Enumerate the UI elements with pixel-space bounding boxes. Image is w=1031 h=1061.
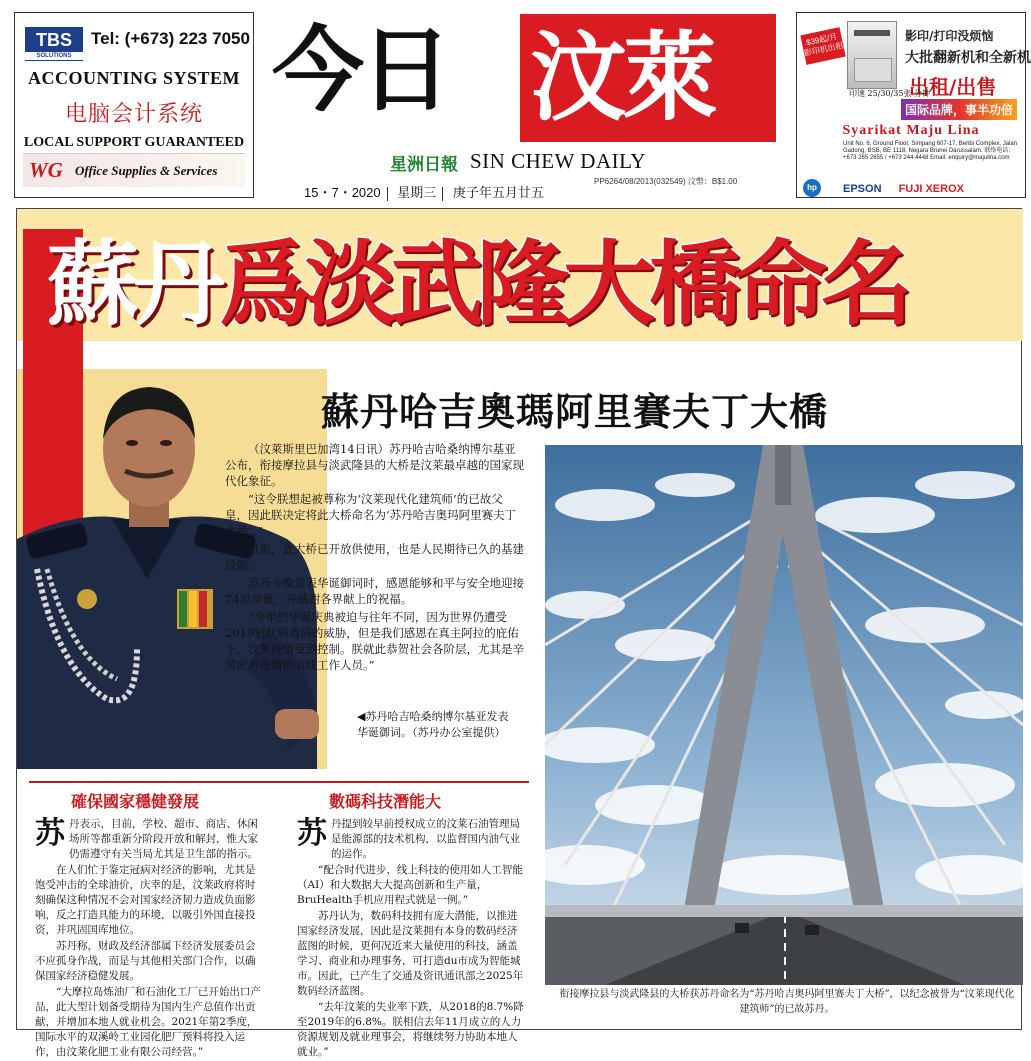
wg-logo: WG	[29, 158, 63, 182]
headline	[47, 215, 907, 355]
section-2-paragraph: “配合时代进步，线上科技的使用如人工智能（AI）和大数据大大提高创新和生产量，BruHealth手机应用程式就是一例。”	[297, 864, 523, 906]
ad-support-line: LOCAL SUPPORT GUARANTEED	[23, 135, 245, 150]
ad-service-2: 大批翻新机和全新机	[905, 50, 1031, 66]
lead-article	[225, 441, 525, 675]
ad-telephone: Tel: (+673) 223 7050	[91, 29, 250, 48]
ad-rent-sale: 出租/出售	[909, 75, 997, 99]
ad-brands	[843, 183, 964, 195]
headline-white: 蘇丹	[47, 231, 220, 338]
section-2-paragraph: 苏丹认为，数码科技拥有庞大潜能，以推进国家经济发展，因此是汶莱拥有本身的数码经济蓝图的时候，更何况近来大量使用的科技，涵盖学习、商业和办理事务，可打造du市成为智能城市。因此，已产生了交通及资讯通讯部之2025年数码经济蓝图。	[297, 910, 524, 997]
portrait-caption: ◀苏丹哈吉哈桑纳博尔基亚发表华诞御词。（苏丹办公室提供）	[357, 710, 509, 739]
section-1-title: 確保國家穩健發展	[71, 792, 200, 811]
date-row	[304, 182, 550, 201]
front-page	[16, 208, 1022, 1058]
section-1-paragraph: “大摩拉岛炼油厂和石油化工厂已开始出口产品，此大型计划备受期待为国内生产总值作出贡献，并增加本地人就业机会。2021年第2季度，国际水平的双溪岭工业园化肥厂预料将投入运作，由汶莱化肥工业有限公司经营。”	[35, 986, 261, 1058]
issue-date: 15・7・2020	[304, 185, 381, 200]
bridge-caption: 衔接摩拉县与淡武隆县的大桥获苏丹命名为“苏丹哈吉奥玛阿里赛夫丁大桥”，以纪念被誉为“汶莱现代化建筑师”的已故苏丹。	[559, 989, 1015, 1015]
issue-lunar-date: 庚子年五月廿五	[452, 185, 544, 200]
section-1-first-paragraph: 苏丹表示，目前，学校、超市、商店、休闲场所等都重新分阶段开放和解封，惟大家仍需遵守有关当局尤其是卫生部的指示。	[35, 816, 258, 860]
masthead-title-left: 今日	[272, 17, 449, 124]
ad-service-1: 影印/打印没烦恼	[905, 29, 994, 43]
ad-system-title-cn: 电脑会计系统	[64, 102, 203, 127]
headline-red: 爲淡武隆大橋命名	[219, 231, 908, 338]
ad-company-name: Syarikat Maju Lina	[842, 123, 980, 138]
ad-slogan: 国际品牌，事半功倍	[901, 99, 1017, 120]
lead-paragraph: 苏丹今晚发表华诞御词时，感恩能够和平与安全地迎接74岁华诞，并感谢各界献上的祝福。	[225, 576, 524, 606]
issue-weekday: 星期三	[397, 185, 437, 200]
masthead-title-right: 汶萊	[530, 22, 714, 134]
fuji-xerox-logo: FUJI XEROX	[898, 183, 964, 195]
lead-paragraph: “这令朕想起被尊称为‘汶莱现代化建筑师’的已故父皇，因此朕决定将此大桥命名为‘苏丹哈吉奥玛阿里赛夫丁大桥’。”	[225, 492, 517, 538]
price-tag: $39起/月 影印机出租	[800, 27, 845, 65]
subheadline: 蘇丹哈吉奧瑪阿里賽夫丁大橋	[321, 390, 829, 434]
hp-logo-icon: hp	[803, 179, 821, 197]
paper-name-cn: 星洲日報	[390, 155, 458, 175]
bridge-image	[545, 445, 1023, 985]
ad-address: Unit No. 6, Ground Floor, Simpang 607-17, Beribi Complex, Jalan Gadong, BSB, BE 1118, Negara Brunei Darussalam. 联络电话：+673 265 2655 / +673 244 4448 Email: enquiry@majulina.com	[843, 141, 1018, 161]
bridge-photo	[545, 445, 1023, 985]
ad-print-speed: 印速 25/30/35张 分钟	[849, 89, 931, 98]
permit-line: PP6264/08/2013(032549) 汶幣：B$1.00	[594, 177, 738, 186]
lead-paragraph: “今年的华诞庆典被迫与往年不同，因为世界仍遭受2019冠状病毒病的威胁，但是我们感恩在真主阿拉的庇佑下，汶莱疫情受到控制。朕就此恭贺社会各阶层，尤其是辛劳应对疫情的前线工作人员。”	[225, 610, 524, 672]
masthead	[272, 10, 780, 200]
section-1-paragraph: 在人们忙于鉴定冠病对经济的影响，尤其是饱受冲击的全球油价，庆幸的是，汶莱政府将时刻确保这种情况不会对国家经济韧力造成负面影响，反之打造具能力的环境，以吸引外国直接投资，并巩固国库地位。	[35, 864, 256, 936]
printer-icon	[847, 21, 897, 89]
section-divider	[29, 781, 529, 783]
wg-band	[23, 153, 245, 187]
section-2-first-paragraph: 苏丹提到较早前授权成立的汶莱石油管理局是能源部的技术机构，以监督国内油气业的运作。	[297, 816, 520, 860]
lead-paragraph: 目前，此大桥已开放供使用，也是人民期待已久的基建设施。	[225, 542, 524, 572]
section-2-body	[297, 817, 527, 1061]
ad-maju-lina	[796, 12, 1031, 198]
ad-system-title: ACCOUNTING SYSTEM	[27, 68, 241, 88]
ad-tbs-accounting	[14, 12, 254, 198]
section-1-paragraph: 苏丹称，财政及经济部属下经济发展委员会不应孤身作战，而是与其他相关部门合作，以确保国家经济稳健发展。	[35, 940, 256, 982]
wg-tagline: Office Supplies & Services	[75, 163, 218, 178]
epson-logo: EPSON	[843, 183, 882, 195]
section-2-dropcap: 苏	[297, 816, 327, 851]
section-2-title: 數碼科技潛能大	[329, 792, 442, 811]
lead-paragraph: （汶萊斯里巴加湾14日讯）苏丹哈吉哈桑纳博尔基亚公布，衔接摩拉县与淡武隆县的大桥是汶莱最卓越的国家现代化象征。	[225, 442, 524, 488]
section-1-body	[35, 817, 265, 1061]
section-1-dropcap: 苏	[35, 816, 65, 851]
tbs-logo: TBS SOLUTIONS	[25, 27, 83, 61]
section-2-paragraph: “去年汶莱的失业率下跌，从2018的8.7%降至2019年的6.8%。朕相信去年11月成立的人力资源规划及就业理事会，将继续努力协助本地人就业。”	[297, 1001, 524, 1058]
paper-name-en: SIN CHEW DAILY	[470, 149, 646, 173]
